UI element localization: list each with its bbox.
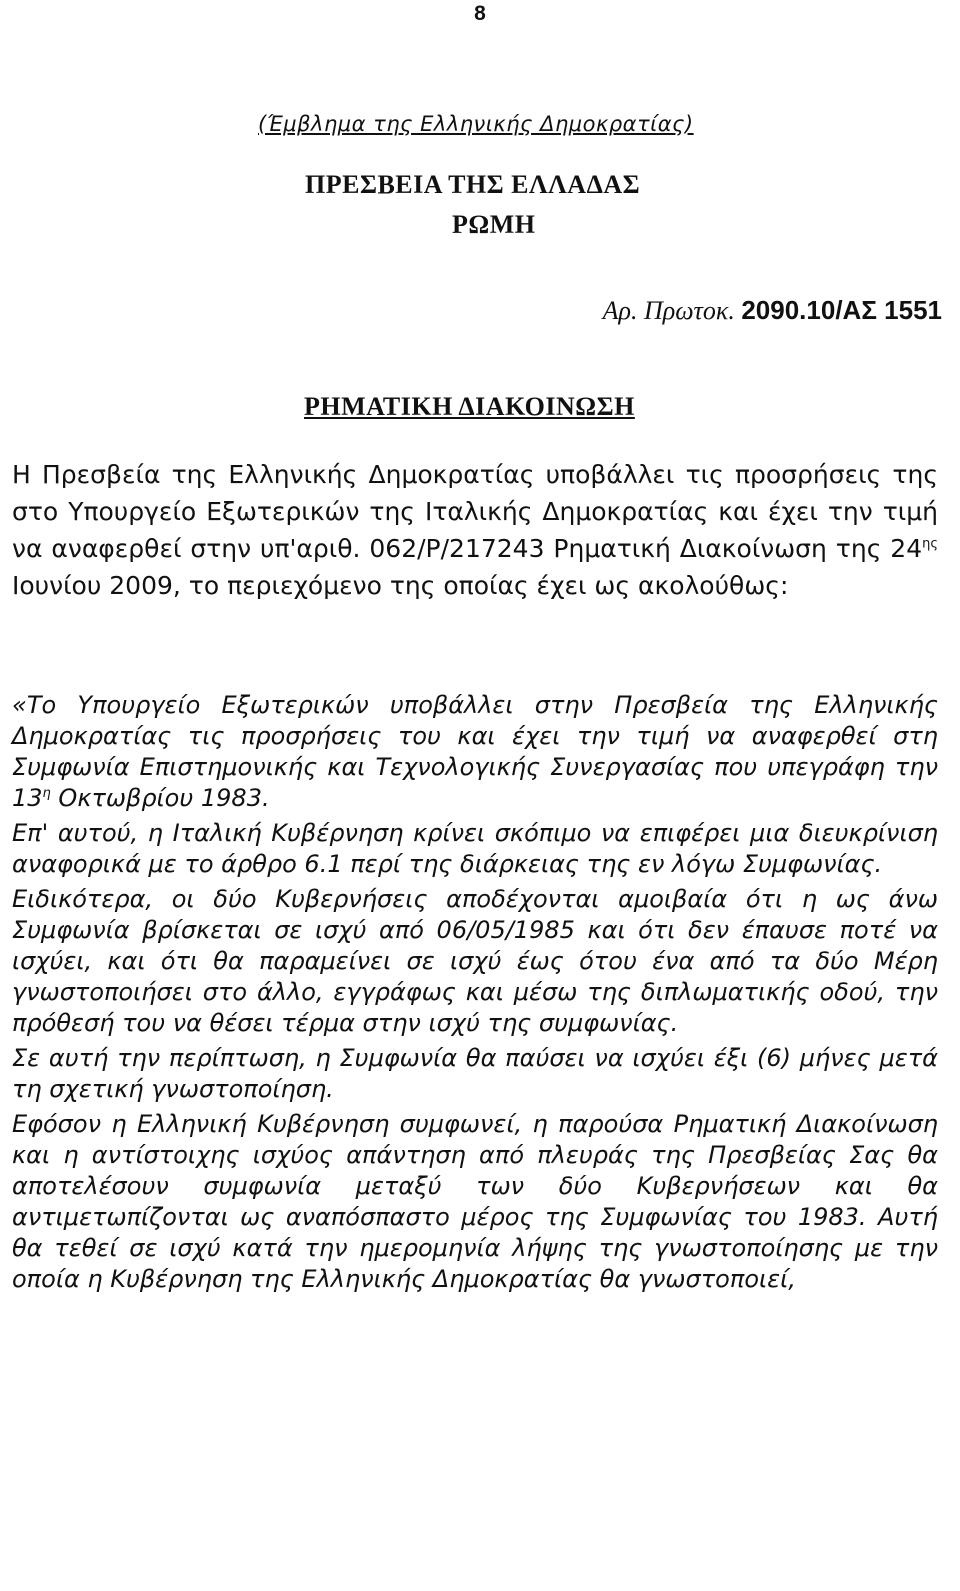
quoted-note-body xyxy=(12,690,938,1299)
intro-superscript: ης xyxy=(922,536,938,552)
protocol-number: 2090.10/ΑΣ 1551 xyxy=(741,295,942,325)
document-heading: ΡΗΜΑΤΙΚΗ ΔΙΑΚΟΙΝΩΣΗ xyxy=(304,392,635,421)
body-p1-text-1: «Το Υπουργείο Εξωτερικών υποβάλλει στην Πρεσβεία της Ελληνικής Δημοκρατίας τις προσρήσεις του και έχει την τιμή να αναφερθεί στη Συμφωνία Επιστημονικής και Τεχνολογικής Συνεργασίας που υπεγράφη την 13 xyxy=(12,691,938,812)
intro-text-2: Ιουνίου 2009, το περιεχόμενο της οποίας έχει ως ακολούθως: xyxy=(12,571,789,600)
body-paragraph-3: Ειδικότερα, οι δύο Κυβερνήσεις αποδέχονται αμοιβαία ότι η ως άνω Συμφωνία βρίσκεται σε ισχύ από 06/05/1985 και ότι δεν έπαυσε ποτέ να ισχύει, και ότι θα παραμείνει σε ισχύ έως ότου ένα από τα δύο Μέρη γνωστοποιήσει στο άλλο, εγγράφως και μέσω της διπλωματικής οδού, την πρόθεσή του να θέσει τέρμα στην ισχύ της συμφωνίας. xyxy=(12,885,938,1037)
body-paragraph-2: Επ' αυτού, η Ιταλική Κυβέρνηση κρίνει σκόπιμο να επιφέρει μια διευκρίνιση αναφορικά με το άρθρο 6.1 περί της διάρκειας της εν λόγω Συμφωνίας. xyxy=(12,819,938,878)
emblem-caption: (Έμβλημα της Ελληνικής Δημοκρατίας) xyxy=(258,112,694,136)
protocol-label: Αρ. Πρωτοκ. xyxy=(602,296,735,325)
body-paragraph-5: Εφόσον η Ελληνική Κυβέρνηση συμφωνεί, η παρούσα Ρηματική Διακοίνωση και η αντίστοιχης ισχύος απάντηση από πλευράς της Πρεσβείας Σας θα αποτελέσουν συμφωνία μεταξύ των δύο Κυβερνήσεων και θα αντιμετωπίζονται ως αναπόσπαστο μέρος της Συμφωνίας του 1983. Αυτή θα τεθεί σε ισχύ κατά την ημερομηνία λήψης της γνωστοποίησης με την οποία η Κυβέρνηση της Ελληνικής Δημοκρατίας θα γνωστοποιεί, xyxy=(12,1110,938,1293)
embassy-city: ΡΩΜΗ xyxy=(452,210,536,239)
protocol-reference xyxy=(603,295,942,326)
body-paragraph-1 xyxy=(12,690,938,814)
embassy-name: ΠΡΕΣΒΕΙΑ ΤΗΣ ΕΛΛΑΔΑΣ xyxy=(305,170,641,199)
intro-text-1: Η Πρεσβεία της Ελληνικής Δημοκρατίας υποβάλλει τις προσρήσεις της στο Υπουργείο Εξωτερικών της Ιταλικής Δημοκρατίας και έχει την τιμή να αναφερθεί στην υπ'αριθ. 062/P/217243 Ρηματική Διακοίνωση της 24 xyxy=(12,460,938,563)
body-paragraph-4: Σε αυτή την περίπτωση, η Συμφωνία θα παύσει να ισχύει έξι (6) μήνες μετά τη σχετική γνωστοποίηση. xyxy=(12,1044,938,1103)
intro-paragraph xyxy=(12,456,938,604)
body-p1-superscript: η xyxy=(42,786,51,801)
page-number: 8 xyxy=(474,2,486,25)
body-p1-text-2: Οκτωβρίου 1983. xyxy=(50,784,270,812)
